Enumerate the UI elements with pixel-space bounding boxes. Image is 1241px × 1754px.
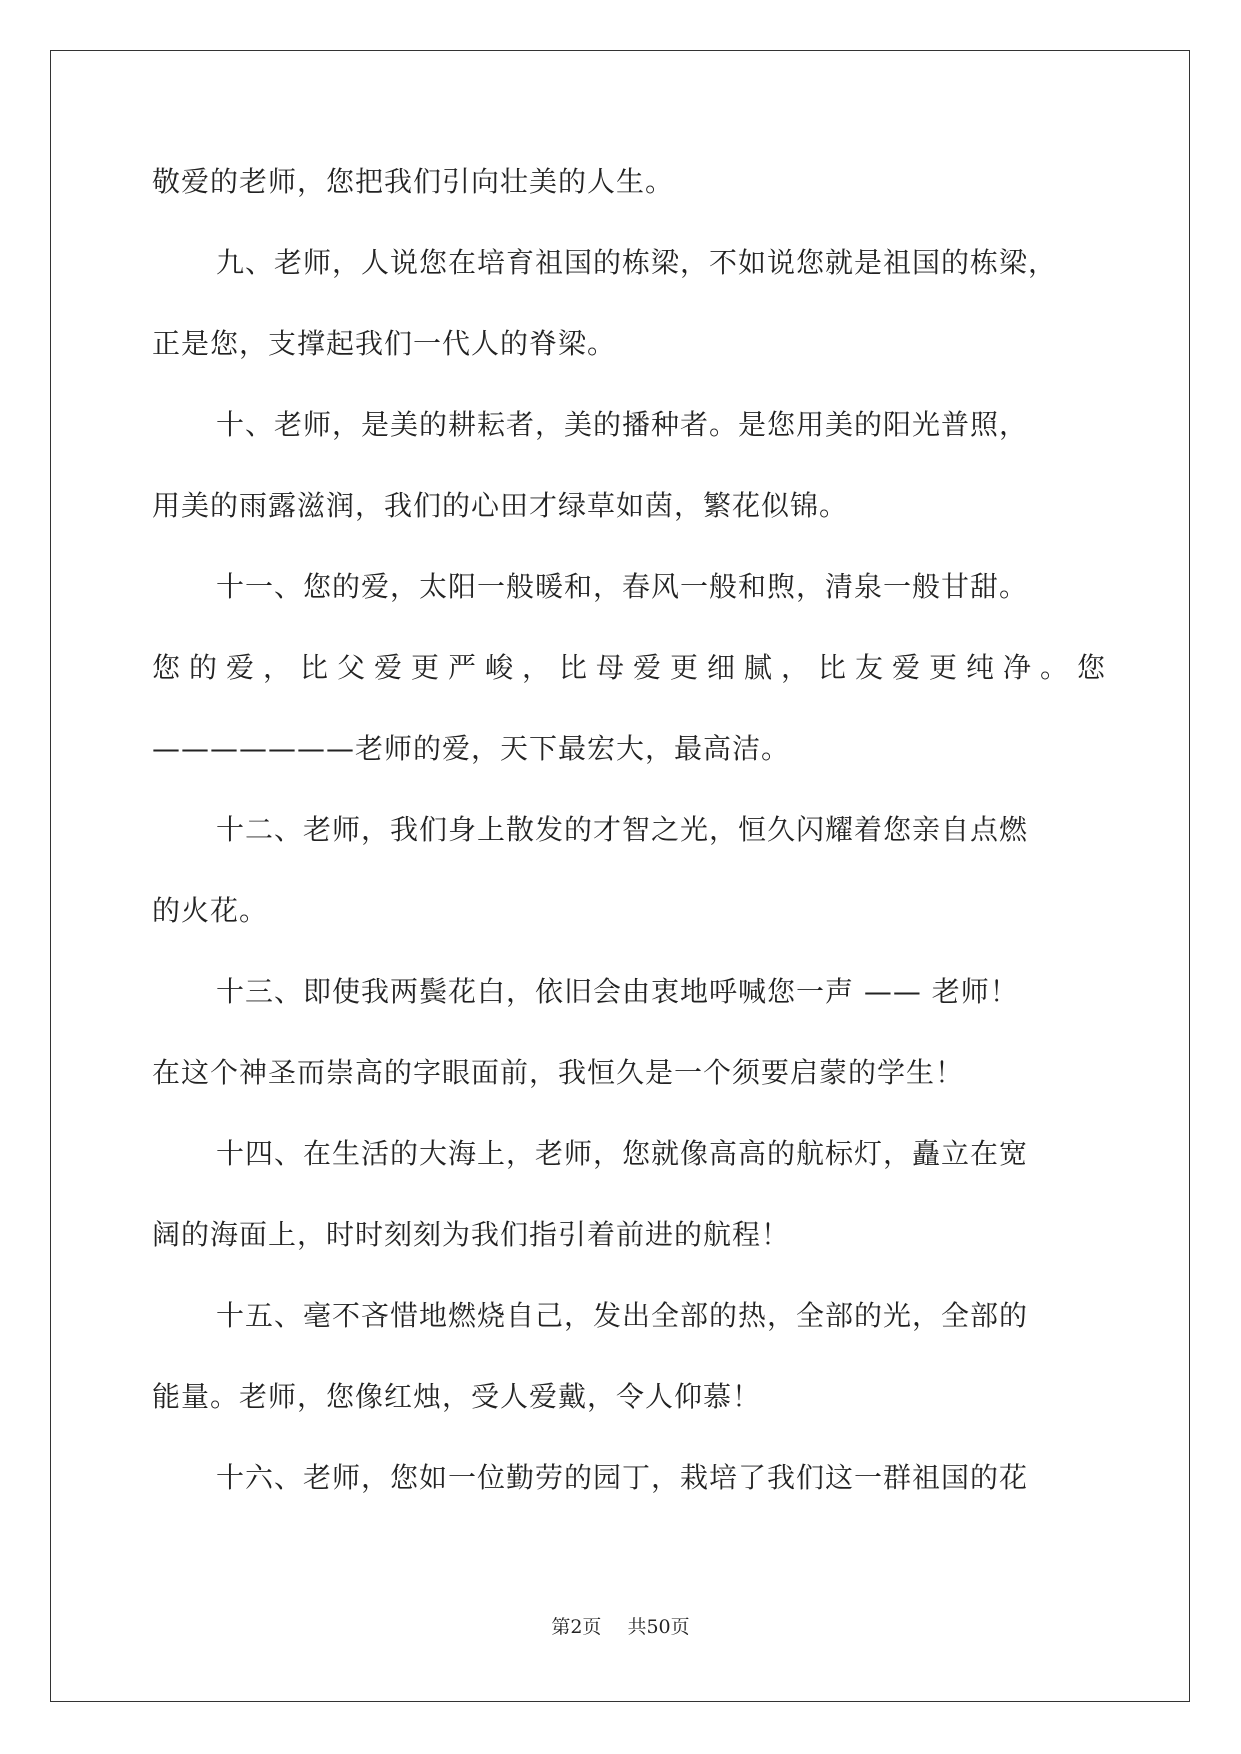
text-line: 阔的海面上，时时刻刻为我们指引着前进的航程！ <box>152 1218 791 1251</box>
text-line: 十四、在生活的大海上，老师，您就像高高的航标灯，矗立在宽 <box>216 1137 1029 1170</box>
text-line: 十、老师，是美的耕耘者，美的播种者。是您用美的阳光普照， <box>216 408 1029 441</box>
text-line: 您的爱，比父爱更严峻，比母爱更细腻，比友爱更纯净。您 <box>152 651 1115 684</box>
text-line: 在这个神圣而崇高的字眼面前，我恒久是一个须要启蒙的学生！ <box>152 1056 965 1089</box>
text-line: 十五、毫不吝惜地燃烧自己，发出全部的热，全部的光，全部的 <box>216 1299 1029 1332</box>
text-line: 十二、老师，我们身上散发的才智之光，恒久闪耀着您亲自点燃 <box>216 813 1029 846</box>
page-footer <box>0 1612 1241 1639</box>
text-line: 用美的雨露滋润，我们的心田才绿草如茵，繁花似锦。 <box>152 489 849 522</box>
page-total: 共50页 <box>627 1616 690 1638</box>
text-line: 十六、老师，您如一位勤劳的园丁，栽培了我们这一群祖国的花 <box>216 1461 1029 1494</box>
text-line: 的火花。 <box>152 894 269 927</box>
page-number: 第2页 <box>551 1616 602 1638</box>
text-line: 敬爱的老师，您把我们引向壮美的人生。 <box>152 165 675 198</box>
text-line: ———————老师的爱，天下最宏大，最高洁。 <box>152 732 791 765</box>
text-line: 能量。老师，您像红烛，受人爱戴，令人仰慕！ <box>152 1380 762 1413</box>
text-line: 十一、您的爱，太阳一般暖和，春风一般和煦，清泉一般甘甜。 <box>216 570 1029 603</box>
text-line: 正是您，支撑起我们一代人的脊梁。 <box>152 327 617 360</box>
text-line: 十三、即使我两鬓花白，依旧会由衷地呼喊您一声 —— 老师！ <box>216 975 1019 1008</box>
page-border <box>50 50 1190 1702</box>
text-line: 九、老师，人说您在培育祖国的栋梁，不如说您就是祖国的栋梁， <box>216 246 1058 279</box>
